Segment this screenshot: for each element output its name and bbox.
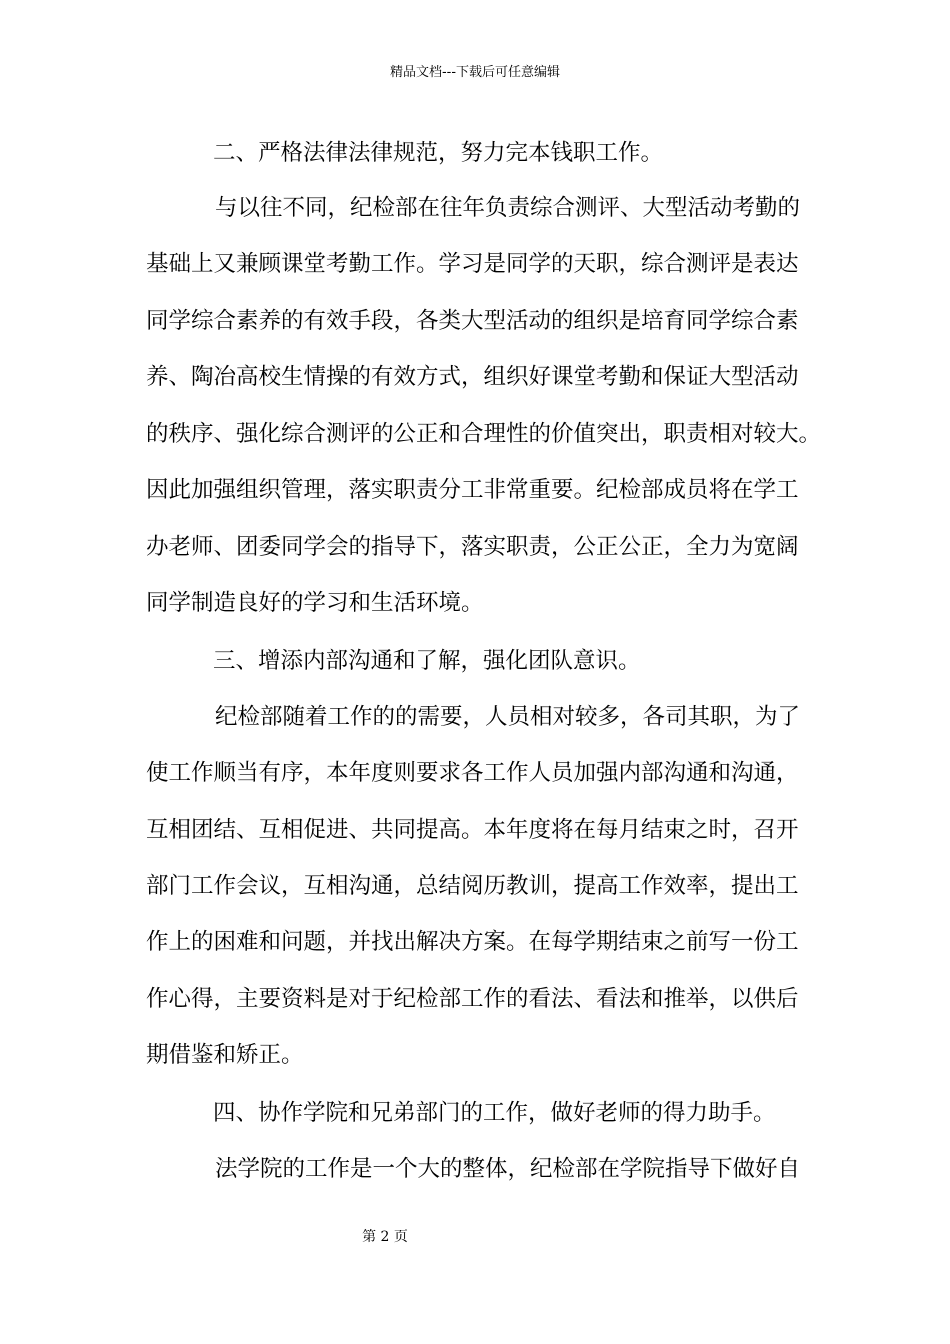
paragraph-line: 互相团结、互相促进、共同提高。本年度将在每月结束之时，召开 xyxy=(146,817,799,843)
paragraph-line: 使工作顺当有序，本年度则要求各工作人员加强内部沟通和沟通， xyxy=(146,760,799,786)
paragraph-line: 同学制造良好的学习和生活环境。 xyxy=(146,590,484,616)
section-heading-4: 四、协作学院和兄弟部门的工作，做好老师的得力助手。 xyxy=(213,1100,776,1126)
paragraph-line: 作上的困难和问题，并找出解决方案。在每学期结束之前写一份工 xyxy=(146,929,799,955)
paragraph-line: 办老师、团委同学会的指导下，落实职责，公正公正，全力为宽阔 xyxy=(146,534,799,560)
paragraph-line: 同学综合素养的有效手段，各类大型活动的组织是培育同学综合素 xyxy=(146,308,799,334)
paragraph-line: 的秩序、强化综合测评的公正和合理性的价值突出，职责相对较大。 xyxy=(146,421,822,447)
paragraph-line: 基础上又兼顾课堂考勤工作。学习是同学的天职，综合测评是表达 xyxy=(146,251,799,277)
paragraph-line: 因此加强组织管理，落实职责分工非常重要。纪检部成员将在学工 xyxy=(146,477,799,503)
paragraph-line: 期借鉴和矫正。 xyxy=(146,1042,304,1068)
paragraph-line: 法学院的工作是一个大的整体，纪检部在学院指导下做好自 xyxy=(215,1156,801,1182)
paragraph-line: 与以往不同，纪检部在往年负责综合测评、大型活动考勤的 xyxy=(215,195,801,221)
section-heading-3: 三、增添内部沟通和了解，强化团队意识。 xyxy=(213,648,641,674)
paragraph-line: 部门工作会议，互相沟通，总结阅历教训，提高工作效率，提出工 xyxy=(146,873,799,899)
page-number: 第 2 页 xyxy=(362,1229,408,1245)
section-heading-2: 二、严格法律法律规范，努力完本钱职工作。 xyxy=(213,140,664,166)
paragraph-line: 作心得，主要资料是对于纪检部工作的看法、看法和推举，以供后 xyxy=(146,986,799,1012)
paragraph-line: 养、陶冶高校生情操的有效方式，组织好课堂考勤和保证大型活动 xyxy=(146,364,799,390)
page-header: 精品文档---下载后可任意编辑 xyxy=(389,65,561,80)
paragraph-line: 纪检部随着工作的的需要，人员相对较多，各司其职，为了 xyxy=(215,704,801,730)
